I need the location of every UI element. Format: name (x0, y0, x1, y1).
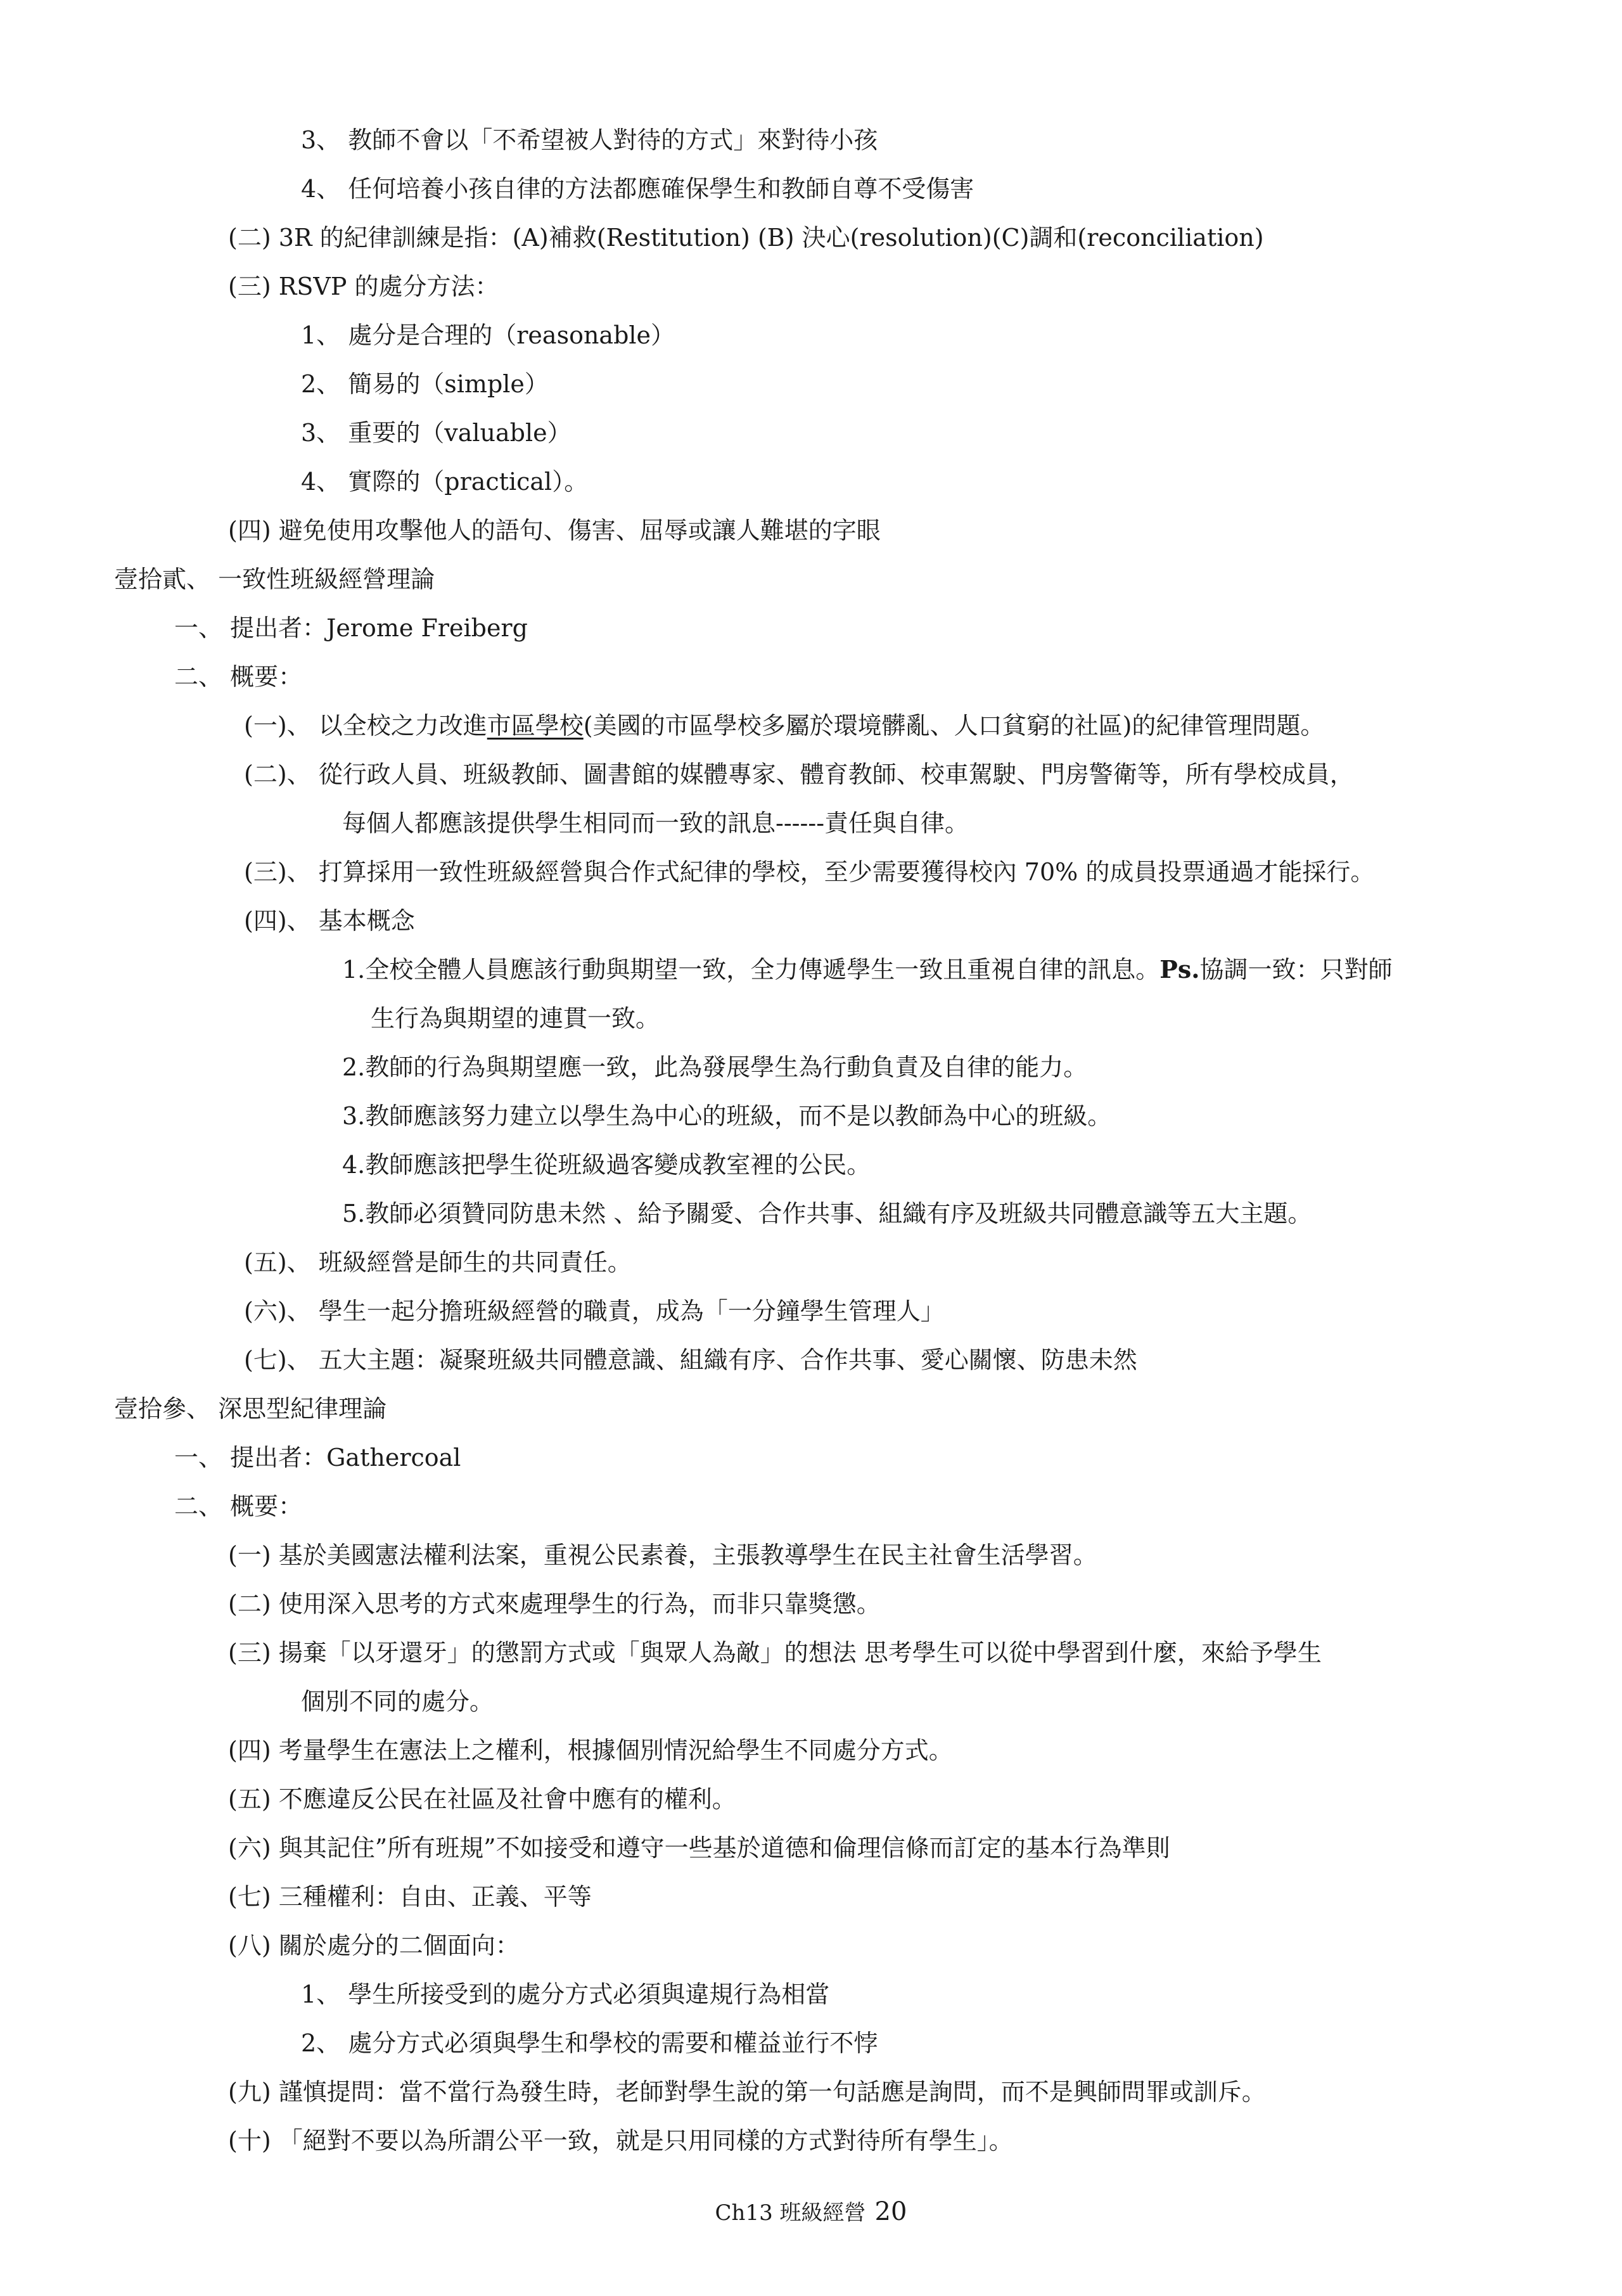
text-segment: 1.全校全體人員應該行動與期望一致，全力傳遞學生一致且重視自律的訊息。 (342, 956, 1160, 984)
text-line: 4、 任何培養小孩自律的方法都應確保學生和教師自尊不受傷害 (301, 175, 974, 203)
text-line: 一、 提出者：Gathercoal (174, 1444, 461, 1472)
text-line: (二) 3R 的紀律訓練是指：(A)補救(Restitution) (B) 決心(resolution)(C)調和(reconciliation) (228, 224, 1264, 252)
text-line: (四) 避免使用攻擊他人的語句、傷害、屈辱或讓人難堪的字眼 (228, 516, 881, 544)
text-segment: 協調一致：只對師 (1199, 956, 1393, 984)
text-segment: (一)、 以全校之力改進 (244, 712, 487, 740)
page-footer (0, 2198, 1622, 2227)
text-line: 一、 提出者：Jerome Freiberg (174, 614, 528, 642)
text-line: (七) 三種權利：自由、正義、平等 (228, 1883, 592, 1911)
text-line: 2、 處分方式必須與學生和學校的需要和權益並行不悖 (301, 2029, 878, 2057)
text-line: (三) 揚棄「以牙還牙」的懲罰方式或「與眾人為敵」的想法 思考學生可以從中學習到什麼，來給予學生 (228, 1639, 1322, 1667)
text-line: 4、 實際的（practical）。 (301, 468, 589, 496)
bold-note: Ps. (1159, 955, 1200, 984)
text-line: 二、 概要： (174, 663, 303, 691)
text-line: (六)、 學生一起分擔班級經營的職責，成為「一分鐘學生管理人」 (244, 1297, 945, 1325)
text-line: (五)、 班級經營是師生的共同責任。 (244, 1248, 632, 1276)
text-line: (八) 關於處分的二個面向： (228, 1932, 520, 1959)
text-line (244, 711, 1324, 740)
text-line: 4.教師應該把學生從班級過客變成教室裡的公民。 (342, 1151, 871, 1179)
text-line: (六) 與其記住”所有班規”不如接受和遵守一些基於道德和倫理信條而訂定的基本行為準則 (228, 1834, 1170, 1862)
text-line: 2、 簡易的（simple） (301, 370, 549, 398)
underlined-term: 市區學校 (487, 712, 584, 740)
text-line: 3、 重要的（valuable） (301, 419, 572, 447)
page-number: 20 (874, 2197, 907, 2226)
text-line: (四) 考量學生在憲法上之權利，根據個別情況給學生不同處分方式。 (228, 1736, 953, 1764)
text-line: (七)、 五大主題：凝聚班級共同體意識、組織有序、合作共事、愛心關懷、防患未然 (244, 1346, 1137, 1374)
text-line: (二)、 從行政人員、班級教師、圖書館的媒體專家、體育教師、校車駕駛、門房警衛等，所有學校成員， (244, 760, 1354, 788)
text-line: (五) 不應違反公民在社區及社會中應有的權利。 (228, 1785, 736, 1813)
text-segment: (美國的市區學校多屬於環境髒亂、人口貧窮的社區)的紀律管理問題。 (583, 712, 1325, 740)
text-line: 3.教師應該努力建立以學生為中心的班級，而不是以教師為中心的班級。 (342, 1102, 1112, 1130)
text-line: 生行為與期望的連貫一致。 (371, 1004, 660, 1032)
text-line: 3、 教師不會以「不希望被人對待的方式」來對待小孩 (301, 126, 878, 154)
text-line: 1、 處分是合理的（reasonable） (301, 321, 675, 349)
text-line: 1、 學生所接受到的處分方式必須與違規行為相當 (301, 1980, 830, 2008)
text-line: (二) 使用深入思考的方式來處理學生的行為，而非只靠獎懲。 (228, 1590, 881, 1618)
text-line: (九) 謹慎提問：當不當行為發生時，老師對學生說的第一句話應是詢問，而不是興師問罪或訓斥。 (228, 2078, 1266, 2106)
text-line: (四)、 基本概念 (244, 907, 415, 935)
section-heading: 壹拾貳、 一致性班級經營理論 (114, 565, 435, 593)
text-line: 每個人都應該提供學生相同而一致的訊息------責任與自律。 (342, 809, 969, 837)
text-line: (三) RSVP 的處分方法： (228, 273, 499, 300)
text-line: (一) 基於美國憲法權利法案，重視公民素養，主張教導學生在民主社會生活學習。 (228, 1541, 1097, 1569)
text-line: (十) 「絕對不要以為所謂公平一致，就是只用同樣的方式對待所有學生」。 (228, 2127, 1013, 2155)
text-line (342, 955, 1392, 984)
text-line: 5.教師必須贊同防患未然 、給予關愛、合作共事、組織有序及班級共同體意識等五大主題。 (342, 1200, 1312, 1228)
text-line: 2.教師的行為與期望應一致，此為發展學生為行動負責及自律的能力。 (342, 1053, 1088, 1081)
text-line: 二、 概要： (174, 1492, 303, 1520)
section-heading: 壹拾參、 深思型紀律理論 (114, 1395, 387, 1423)
text-line: 個別不同的處分。 (301, 1688, 494, 1716)
footer-chapter: Ch13 班級經營 (715, 2200, 866, 2226)
text-line: (三)、 打算採用一致性班級經營與合作式紀律的學校，至少需要獲得校內 70% 的成員投票通過才能採行。 (244, 858, 1375, 886)
